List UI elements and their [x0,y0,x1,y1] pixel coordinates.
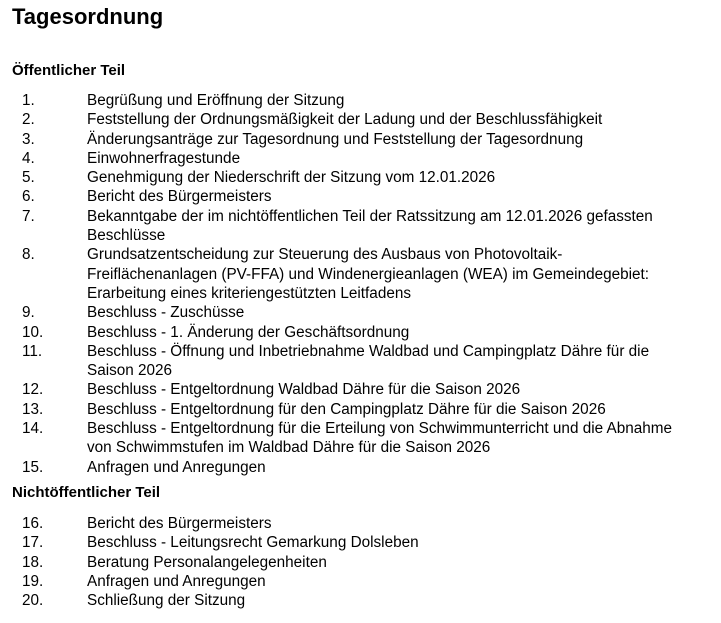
agenda-item-text: Änderungsanträge zur Tagesordnung und Feststellung der Tagesordnung [87,130,584,148]
agenda-item-text: Beschluss - Entgeltordnung für den Campingplatz Dähre für die Saison 2026 [87,400,606,418]
public-agenda-list [12,91,712,477]
agenda-item-text: Anfragen und Anregungen [87,458,266,476]
agenda-item [12,110,712,129]
agenda-item [12,533,712,552]
agenda-item-text: Bekanntgabe der im nichtöffentlichen Teil der Ratssitzung am 12.01.2026 gefassten Beschlüsse [87,207,653,245]
agenda-item-number: 6. [22,188,35,206]
agenda-item [12,572,712,591]
agenda-item-number: 8. [22,246,35,264]
agenda-document [12,4,712,610]
agenda-item-text: Einwohnerfragestunde [87,149,241,167]
agenda-item-text: Genehmigung der Niederschrift der Sitzung vom 12.01.2026 [87,169,496,187]
agenda-item-text: Beratung Personalangelegenheiten [87,553,327,571]
agenda-item [12,419,712,458]
agenda-item [12,149,712,168]
agenda-item [12,553,712,572]
agenda-item [12,187,712,206]
agenda-item [12,130,712,149]
agenda-item [12,323,712,342]
agenda-item-number: 3. [22,130,35,148]
agenda-item-number: 10. [22,323,44,341]
agenda-item-text: Beschluss - Öffnung und Inbetriebnahme Waldbad und Campingplatz Dähre für die Saison 2026 [87,342,650,380]
agenda-item-number: 4. [22,149,35,167]
agenda-item-text: Anfragen und Anregungen [87,572,266,590]
agenda-item-text: Beschluss - 1. Änderung der Geschäftsordnung [87,323,410,341]
agenda-item-number: 7. [22,207,35,225]
agenda-item [12,91,712,110]
agenda-item-text: Beschluss - Leitungsrecht Gemarkung Dolsleben [87,534,419,552]
agenda-item-number: 9. [22,304,35,322]
agenda-item-number: 20. [22,592,44,610]
agenda-item-number: 15. [22,458,44,476]
agenda-item-text: Beschluss - Zuschüsse [87,304,245,322]
agenda-item [12,303,712,322]
agenda-item-number: 12. [22,381,44,399]
agenda-item [12,458,712,477]
agenda-item [12,245,712,303]
agenda-item [12,400,712,419]
agenda-item-number: 14. [22,420,44,438]
agenda-item-number: 2. [22,111,35,129]
agenda-item-number: 5. [22,169,35,187]
agenda-item-text: Bericht des Bürgermeisters [87,188,272,206]
public-section-heading: Öffentlicher Teil [12,62,126,79]
agenda-item [12,207,712,246]
agenda-item [12,342,712,381]
agenda-item-text: Begrüßung und Eröffnung der Sitzung [87,92,345,109]
agenda-item-number: 17. [22,534,44,552]
private-agenda-list [12,514,712,610]
page-title: Tagesordnung [12,4,164,29]
agenda-item-number: 16. [22,514,44,532]
agenda-item-number: 19. [22,572,44,590]
agenda-item-number: 18. [22,553,44,571]
agenda-item-text: Feststellung der Ordnungsmäßigkeit der Ladung und der Beschlussfähigkeit [87,111,603,129]
agenda-item [12,380,712,399]
agenda-item [12,168,712,187]
agenda-item [12,514,712,533]
agenda-item-number: 1. [22,92,35,109]
agenda-item-text: Bericht des Bürgermeisters [87,514,272,532]
private-section-heading: Nichtöffentlicher Teil [12,483,161,501]
agenda-item [12,591,712,610]
agenda-item-text: Grundsatzentscheidung zur Steuerung des Ausbaus von Photovoltaik-Freiflächenanlagen (PV-FFA) und Windenergieanlagen (WEA) im Gemeindegebiet: Erarbeitung eines kriteriengestützten Leitfadens [87,246,650,302]
agenda-item-text: Beschluss - Entgeltordnung für die Erteilung von Schwimmunterricht und die Abnahme von Schwimmstufen im Waldbad Dähre für die Saison 2026 [87,420,673,457]
agenda-item-number: 11. [22,342,43,360]
agenda-item-text: Schließung der Sitzung [87,592,246,610]
agenda-item-text: Beschluss - Entgeltordnung Waldbad Dähre für die Saison 2026 [87,381,521,399]
agenda-item-number: 13. [22,400,44,418]
